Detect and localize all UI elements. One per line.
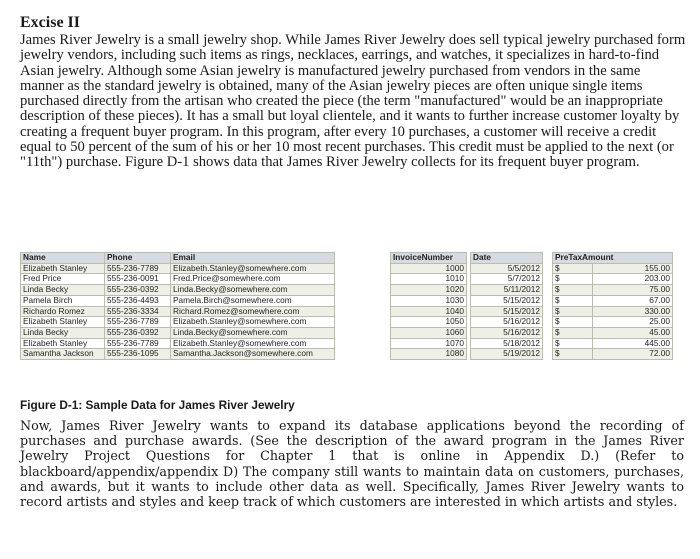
figure-caption: Figure D-1: Sample Data for James River Jewelry <box>20 398 295 412</box>
table-row <box>21 285 673 296</box>
cell-amount: 155.00 <box>593 263 673 274</box>
exercise-heading: Excise II <box>20 14 80 31</box>
cell-email: Elizabeth.Stanley@somewhere.com <box>171 338 335 349</box>
cell-date: 5/19/2012 <box>471 349 543 360</box>
cell-email: Linda.Becky@somewhere.com <box>171 285 335 296</box>
cell-name: Richardo Romez <box>21 306 105 317</box>
cell-name: Elizabeth Stanley <box>21 263 105 274</box>
table-row <box>21 338 673 349</box>
table-row <box>21 306 673 317</box>
cell-amount: 67.00 <box>593 295 673 306</box>
cell-currency: $ <box>553 263 593 274</box>
cell-date: 5/11/2012 <box>471 285 543 296</box>
cell-name: Linda Becky <box>21 327 105 338</box>
cell-email: Richard.Romez@somewhere.com <box>171 306 335 317</box>
cell-phone: 555-236-7789 <box>105 317 171 328</box>
header-email: Email <box>171 253 335 264</box>
table-row <box>21 274 673 285</box>
cell-email: Pamela.Birch@somewhere.com <box>171 295 335 306</box>
header-pretax: PreTaxAmount <box>553 253 673 264</box>
cell-amount: 45.00 <box>593 327 673 338</box>
cell-name: Fred Price <box>21 274 105 285</box>
cell-phone: 555-236-7789 <box>105 338 171 349</box>
table-body <box>21 263 673 359</box>
cell-name: Pamela Birch <box>21 295 105 306</box>
cell-amount: 445.00 <box>593 338 673 349</box>
cell-date: 5/7/2012 <box>471 274 543 285</box>
cell-email: Elizabeth.Stanley@somewhere.com <box>171 263 335 274</box>
header-invoice: InvoiceNumber <box>391 253 467 264</box>
cell-amount: 72.00 <box>593 349 673 360</box>
cell-date: 5/16/2012 <box>471 327 543 338</box>
table-row <box>21 317 673 328</box>
cell-email: Samantha.Jackson@somewhere.com <box>171 349 335 360</box>
cell-invoice: 1010 <box>391 274 467 285</box>
header-name: Name <box>21 253 105 264</box>
cell-phone: 555-236-4493 <box>105 295 171 306</box>
cell-invoice: 1020 <box>391 285 467 296</box>
cell-amount: 75.00 <box>593 285 673 296</box>
followup-paragraph: Now, James River Jewelry wants to expand its database applications beyond the recording of purchases and purchase awards. (See the description of the award program in the James River Jewelry Project Questions for Chapter 1 that is online in Appendix D.) (Refer to blackboard/appendix/appendix D) The company still wants to maintain data on customers, purchases, and awards, but it wants to include other data as well. Specifically, James River Jewelry wants to record artists and styles and keep track of which customers are interested in which artists and styles. <box>20 418 684 510</box>
cell-email: Elizabeth.Stanley@somewhere.com <box>171 317 335 328</box>
intro-paragraph: James River Jewelry is a small jewelry shop. While James River Jewelry does sell typical jewelry purchased form jewelry vendors, including such items as rings, necklaces, earrings, and watches, it specializes in hard-to-find Asian jewelry. Although some Asian jewelry is manufactured jewelry purchased from vendors in the same manner as the standard jewelry is obtained, many of the Asian jewelry pieces are often unique single items purchased directly from the artisan who created the piece (the term "manufactured" would be an inappropriate description of these pieces). It has a small but loyal clientele, and it wants to further increase customer loyalty by creating a frequent buyer program. In this program, after every 10 purchases, a customer will receive a credit equal to 50 percent of the sum of his or her 10 most recent purchases. This credit must be applied to the next (or "11th") purchase. Figure D-1 shows data that James River Jewelry collects for its frequent buyer program. <box>20 32 686 171</box>
cell-email: Linda.Becky@somewhere.com <box>171 327 335 338</box>
header-date: Date <box>471 253 543 264</box>
table-row <box>21 263 673 274</box>
cell-invoice: 1070 <box>391 338 467 349</box>
header-phone: Phone <box>105 253 171 264</box>
cell-date: 5/16/2012 <box>471 317 543 328</box>
cell-currency: $ <box>553 349 593 360</box>
cell-amount: 330.00 <box>593 306 673 317</box>
cell-currency: $ <box>553 285 593 296</box>
table-header-row <box>21 253 673 264</box>
cell-date: 5/5/2012 <box>471 263 543 274</box>
cell-phone: 555-236-7789 <box>105 263 171 274</box>
cell-phone: 555-236-0392 <box>105 327 171 338</box>
cell-name: Elizabeth Stanley <box>21 317 105 328</box>
cell-name: Elizabeth Stanley <box>21 338 105 349</box>
cell-amount: 25.00 <box>593 317 673 328</box>
table-row <box>21 295 673 306</box>
table-row <box>21 349 673 360</box>
cell-phone: 555-236-0091 <box>105 274 171 285</box>
cell-currency: $ <box>553 327 593 338</box>
cell-phone: 555-236-1095 <box>105 349 171 360</box>
cell-currency: $ <box>553 317 593 328</box>
sample-data-table-wrap <box>20 252 672 360</box>
cell-currency: $ <box>553 338 593 349</box>
cell-currency: $ <box>553 274 593 285</box>
cell-invoice: 1040 <box>391 306 467 317</box>
cell-phone: 555-236-0392 <box>105 285 171 296</box>
table-row <box>21 327 673 338</box>
cell-date: 5/15/2012 <box>471 295 543 306</box>
cell-invoice: 1050 <box>391 317 467 328</box>
cell-invoice: 1030 <box>391 295 467 306</box>
cell-invoice: 1000 <box>391 263 467 274</box>
cell-date: 5/15/2012 <box>471 306 543 317</box>
cell-amount: 203.00 <box>593 274 673 285</box>
sample-data-table <box>20 252 673 360</box>
cell-name: Samantha Jackson <box>21 349 105 360</box>
cell-phone: 555-236-3334 <box>105 306 171 317</box>
cell-email: Fred.Price@somewhere.com <box>171 274 335 285</box>
cell-name: Linda Becky <box>21 285 105 296</box>
cell-currency: $ <box>553 295 593 306</box>
cell-date: 5/18/2012 <box>471 338 543 349</box>
cell-currency: $ <box>553 306 593 317</box>
cell-invoice: 1060 <box>391 327 467 338</box>
cell-invoice: 1080 <box>391 349 467 360</box>
